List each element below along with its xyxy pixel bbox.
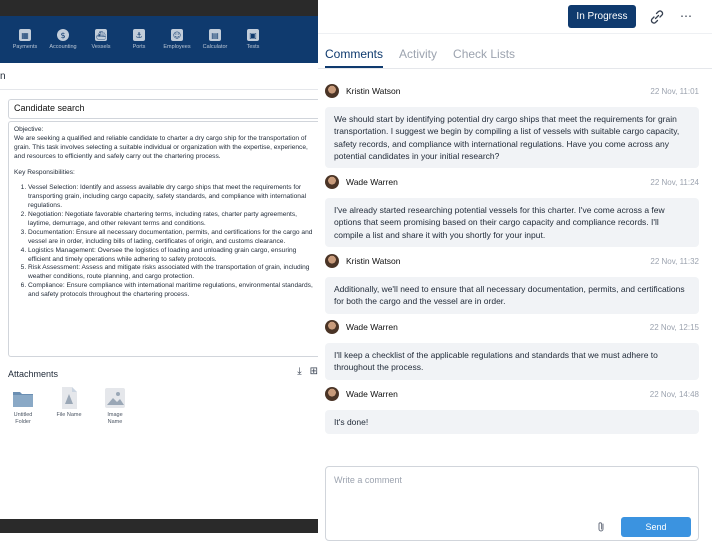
comment-author: Wade Warren bbox=[346, 322, 398, 332]
tab-check-lists[interactable]: Check Lists bbox=[453, 47, 516, 61]
vessels-icon: ⛴ bbox=[95, 30, 107, 40]
comment-item bbox=[325, 253, 699, 314]
list-item: 1. Vessel Selection: Identify and assess available dry cargo ships that meet the requirements for transporting grain, including cargo capacity, safety standards, and compliance with international regulations. bbox=[28, 184, 314, 211]
section-heading: n bbox=[0, 71, 6, 82]
attachment-item[interactable]: Image Name bbox=[100, 386, 130, 425]
list-item: 3. Documentation: Ensure all necessary documentation, permits, and certifications for the cargo and vessel are in order, including bills of lading, certificates of origin, and customs clearance. bbox=[28, 229, 314, 247]
responsibilities-list bbox=[14, 184, 314, 300]
objective-label: Objective: bbox=[14, 126, 44, 133]
comment-item bbox=[325, 83, 699, 168]
tab-activity[interactable]: Activity bbox=[399, 47, 438, 61]
task-detail-panel bbox=[0, 0, 318, 550]
calculator-icon: ▤ bbox=[209, 29, 221, 41]
bottom-bar bbox=[0, 519, 318, 533]
download-icon[interactable]: ⤓ bbox=[297, 366, 302, 377]
comment-author: Kristin Watson bbox=[346, 86, 401, 96]
nav-item-payments[interactable]: ▦ Payments bbox=[12, 30, 38, 50]
attachments-header bbox=[8, 366, 318, 382]
comment-input-placeholder[interactable]: Write a comment bbox=[334, 475, 402, 485]
attachment-item[interactable]: File Name bbox=[54, 386, 84, 425]
main-nav bbox=[0, 16, 318, 63]
comment-author: Wade Warren bbox=[346, 389, 398, 399]
attachments-toolbar bbox=[297, 366, 318, 377]
tabs-divider bbox=[318, 68, 712, 69]
ports-icon: ⚓ bbox=[133, 29, 145, 41]
comment-item bbox=[325, 319, 699, 380]
avatar bbox=[325, 387, 339, 401]
tab-comments[interactable]: Comments bbox=[325, 47, 383, 68]
attachments-label: Attachments bbox=[8, 369, 59, 379]
nav-item-vessels[interactable]: ⛴ Vessels bbox=[91, 30, 111, 50]
link-icon[interactable] bbox=[649, 9, 665, 25]
panel-header bbox=[318, 0, 712, 34]
nav-item-tests[interactable]: ▣ Tests bbox=[246, 30, 260, 50]
comment-item bbox=[325, 386, 699, 434]
comment-body: It's done! bbox=[325, 410, 699, 434]
comment-author: Kristin Watson bbox=[346, 256, 401, 266]
tests-icon: ▣ bbox=[247, 29, 259, 41]
top-bar bbox=[0, 0, 318, 16]
attachments-list bbox=[8, 386, 130, 425]
list-item: 2. Negotiation: Negotiate favorable chartering terms, including rates, charter party agreements, laytime, demurrage, and other relevant terms and conditions. bbox=[28, 211, 314, 229]
comment-body: I'll keep a checklist of the applicable regulations and standards that we must adhere to throughout the process. bbox=[325, 343, 699, 380]
comment-time: 22 Nov, 12:15 bbox=[649, 322, 699, 332]
status-button[interactable]: In Progress bbox=[568, 5, 636, 28]
list-item: 5. Risk Assessment: Assess and mitigate risks associated with the transportation of grain, including weather conditions, route planning, and cargo protection. bbox=[28, 264, 314, 282]
pdf-file-icon bbox=[58, 386, 80, 410]
nav-item-calculator[interactable]: ▤ Calculator bbox=[202, 30, 228, 50]
list-item: 4. Logistics Management: Oversee the logistics of loading and unloading grain cargo, ensuring efficient and timely operations while adhering to safety protocols. bbox=[28, 247, 314, 265]
avatar bbox=[325, 175, 339, 189]
panel-tabs bbox=[325, 47, 515, 68]
task-description-field[interactable] bbox=[8, 121, 318, 357]
task-title-field[interactable]: Candidate search bbox=[8, 99, 318, 119]
comment-author: Wade Warren bbox=[346, 177, 398, 187]
comment-time: 22 Nov, 11:24 bbox=[650, 177, 699, 187]
comment-item bbox=[325, 174, 699, 247]
avatar bbox=[325, 254, 339, 268]
image-file-icon bbox=[104, 386, 126, 410]
comment-time: 22 Nov, 14:48 bbox=[649, 389, 699, 399]
folder-icon bbox=[12, 386, 34, 410]
objective-text: We are seeking a qualified and reliable candidate to charter a dry cargo ship for the transportation of grain. This task involves selecting a suitable individual or organization with the expertise, experience, and resources to efficiently and safely carry out the chartering process. bbox=[14, 134, 308, 160]
employees-icon: ☺ bbox=[172, 30, 182, 40]
comment-time: 22 Nov, 11:01 bbox=[650, 86, 699, 96]
comment-time: 22 Nov, 11:32 bbox=[650, 256, 699, 266]
attach-icon[interactable] bbox=[596, 521, 606, 533]
comment-composer[interactable] bbox=[325, 466, 699, 541]
nav-item-employees[interactable]: ☺ Employees bbox=[163, 30, 191, 50]
avatar bbox=[325, 320, 339, 334]
more-options-icon[interactable]: ⋯ bbox=[680, 9, 693, 23]
comment-body: Additionally, we'll need to ensure that all necessary documentation, permits, and certifications for both the cargo and the vessel are in order. bbox=[325, 277, 699, 314]
payments-icon: ▦ bbox=[19, 29, 31, 41]
comment-body: I've already started researching potential vessels for this charter. I've come across a few options that seem promising based on their cargo capacity and compliance records. I'll compile a list and share it with you shortly for your input. bbox=[325, 198, 699, 247]
avatar bbox=[325, 84, 339, 98]
nav-item-accounting[interactable]: $ Accounting bbox=[49, 30, 77, 50]
attachment-item[interactable]: Untitled Folder bbox=[8, 386, 38, 425]
accounting-icon: $ bbox=[57, 29, 69, 41]
nav-item-ports[interactable]: ⚓ Ports bbox=[132, 30, 146, 50]
comment-body: We should start by identifying potential dry cargo ships that meet the requirements for grain transportation. I suggest we begin by compiling a list of vessels with suitable cargo capacity, safety records, and compliance with international regulations. Have you come across any potential candidates in your initial research? bbox=[325, 107, 699, 168]
send-button[interactable]: Send bbox=[621, 517, 691, 537]
divider bbox=[0, 89, 318, 90]
comments-panel bbox=[318, 0, 712, 550]
list-item: 6. Compliance: Ensure compliance with international maritime regulations, environmental standards, and safety protocols throughout the chartering process. bbox=[28, 282, 314, 300]
add-folder-icon[interactable]: ⊞ bbox=[309, 366, 318, 377]
responsibilities-label: Key Responsibilities: bbox=[14, 168, 75, 176]
